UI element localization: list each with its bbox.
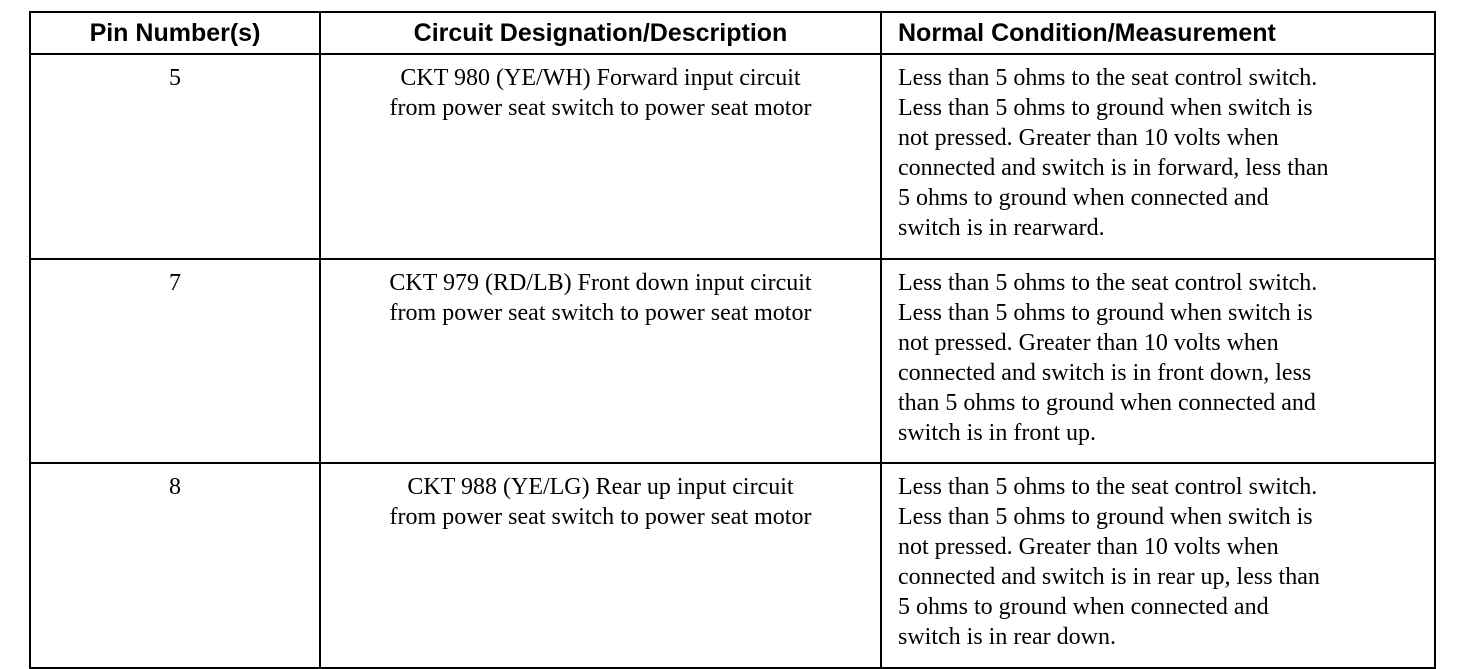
normal-condition-cell [881, 259, 1435, 463]
table-header-row [30, 12, 1435, 54]
condition-line: switch is in front up. [898, 420, 1096, 446]
description-line: CKT 979 (RD/LB) Front down input circuit [389, 270, 812, 296]
condition-line: switch is in rearward. [898, 215, 1105, 241]
header-pin-numbers: Pin Number(s) [30, 12, 320, 54]
description-line: CKT 980 (YE/WH) Forward input circuit [400, 65, 801, 91]
pin-measurement-table [29, 11, 1436, 669]
description-line: from power seat switch to power seat motor [389, 95, 812, 121]
table-row [30, 54, 1435, 259]
pin-table-container [29, 11, 1434, 669]
condition-line: 5 ohms to ground when connected and [898, 185, 1269, 211]
circuit-description-cell [320, 259, 881, 463]
condition-line: switch is in rear down. [898, 624, 1116, 650]
condition-line: connected and switch is in forward, less than [898, 155, 1329, 181]
table-row [30, 463, 1435, 668]
condition-line: not pressed. Greater than 10 volts when [898, 330, 1279, 356]
condition-line: not pressed. Greater than 10 volts when [898, 125, 1279, 151]
pin-number-cell: 7 [30, 259, 320, 463]
condition-line: Less than 5 ohms to ground when switch is [898, 95, 1313, 121]
header-circuit-description: Circuit Designation/Description [320, 12, 881, 54]
normal-condition-cell [881, 463, 1435, 668]
condition-line: not pressed. Greater than 10 volts when [898, 534, 1279, 560]
normal-condition-cell [881, 54, 1435, 259]
description-line: from power seat switch to power seat motor [389, 300, 812, 326]
condition-line: than 5 ohms to ground when connected and [898, 390, 1316, 416]
circuit-description-cell [320, 463, 881, 668]
header-normal-condition: Normal Condition/Measurement [881, 12, 1435, 54]
description-line: from power seat switch to power seat motor [389, 504, 812, 530]
condition-line: Less than 5 ohms to the seat control switch. [898, 270, 1318, 296]
description-line: CKT 988 (YE/LG) Rear up input circuit [407, 474, 794, 500]
condition-line: Less than 5 ohms to the seat control switch. [898, 474, 1318, 500]
condition-line: Less than 5 ohms to ground when switch is [898, 300, 1313, 326]
condition-line: Less than 5 ohms to the seat control switch. [898, 65, 1318, 91]
condition-line: connected and switch is in front down, less [898, 360, 1312, 386]
condition-line: Less than 5 ohms to ground when switch is [898, 504, 1313, 530]
circuit-description-cell [320, 54, 881, 259]
condition-line: 5 ohms to ground when connected and [898, 594, 1269, 620]
pin-number-cell: 5 [30, 54, 320, 259]
pin-number-cell: 8 [30, 463, 320, 668]
table-row [30, 259, 1435, 463]
condition-line: connected and switch is in rear up, less than [898, 564, 1320, 590]
